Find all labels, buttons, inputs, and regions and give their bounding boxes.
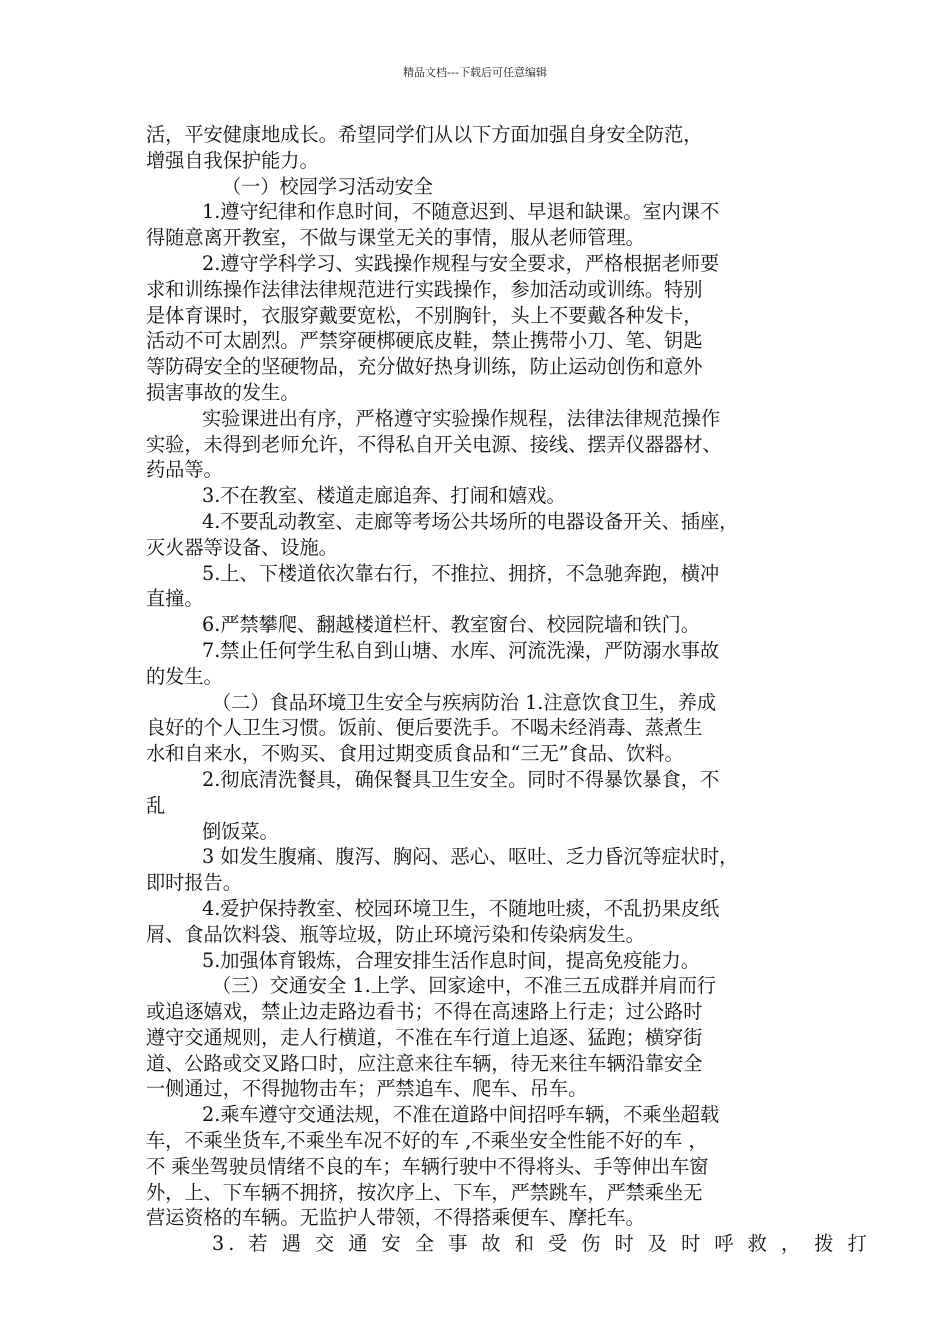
paragraph-line: 车，不乘坐货车,不乘坐车况不好的车 ,不乘坐安全性能不好的车 ， (146, 1129, 708, 1153)
paragraph-line: 等防碍安全的坚硬物品，充分做好热身训练，防止运动创伤和意外 (146, 355, 703, 379)
paragraph-line: 1.遵守纪律和作息时间，不随意迟到、早退和缺课。室内课不 (202, 200, 720, 224)
paragraph-line: 4.不要乱动教室、走廊等考场公共场所的电器设备开关、插座， (202, 509, 739, 533)
paragraph-line: 3. 若 遇 交 通 安 全 事 故 和 受 伤 时 及 时 呼 救 ， 拨 打 (212, 1232, 871, 1256)
page-header-watermark: 精品文档---下载后可任意编辑 (403, 66, 547, 79)
paragraph-line: 6.严禁攀爬、翻越楼道栏杆、教室窗台、校园院墙和铁门。 (202, 613, 700, 637)
paragraph-line: 实验，未得到老师允许，不得私自开关电源、接线、摆弄仪器器材、 (146, 432, 722, 456)
paragraph-line: 求和训练操作法律法律规范进行实践操作，参加活动或训练。特别 (146, 277, 703, 301)
paragraph-line: 直撞。 (146, 587, 204, 611)
paragraph-line: 乱 (146, 793, 166, 817)
paragraph-line: 实验课进出有序，严格遵守实验操作规程，法律法律规范操作 (202, 406, 721, 430)
paragraph-line: 灭火器等设备、设施。 (146, 535, 338, 559)
paragraph-line: 活动不可太剧烈。严禁穿硬梆硬底皮鞋，禁止携带小刀、笔、钥匙 (146, 329, 703, 353)
paragraph-line: 遵守交通规则，走人行横道，不准在车行道上追逐、猛跑；横穿街 (146, 1025, 703, 1049)
document-body (146, 122, 871, 1257)
paragraph-line: 7.禁止任何学生私自到山塘、水库、河流洗澡，严防溺水事故 (202, 638, 720, 662)
paragraph-line: 倒饭菜。 (202, 819, 279, 843)
paragraph-line: 一侧通过，不得抛物击车；严禁追车、爬车、吊车。 (146, 1077, 588, 1101)
paragraph-line: 得随意离开教室，不做与课堂无关的事情，服从老师管理。 (146, 226, 645, 250)
paragraph-line: 或追逐嬉戏，禁止边走路边看书；不得在高速路上行走；过公路时 (146, 1000, 703, 1024)
paragraph-line: 药品等。 (146, 458, 223, 482)
paragraph-line: 的发生。 (146, 664, 223, 688)
paragraph-line: 水和自来水，不购买、食用过期变质食品和“三无”食品、饮料。 (146, 742, 684, 766)
paragraph-line: 营运资格的车辆。无监护人带领，不得搭乘便车、摩托车。 (146, 1206, 645, 1230)
section-heading: （二）食品环境卫生安全与疾病防治 1.注意饮食卫生，养成 (212, 690, 717, 714)
paragraph-line: 道、公路或交叉路口时，应注意来往车辆，待无来往车辆沿靠安全 (146, 1051, 703, 1075)
paragraph-line: 是体育课时，衣服穿戴要宽松，不别胸针，头上不要戴各种发卡， (146, 303, 703, 327)
paragraph-line: 2.乘车遵守交通法规，不准在道路中间招呼车辆，不乘坐超载 (202, 1103, 720, 1127)
paragraph-line: 即时报告。 (146, 871, 242, 895)
paragraph-line: 活，平安健康地成长。希望同学们从以下方面加强自身安全防范， (146, 123, 703, 146)
section-heading: （三）交通安全 1.上学、回家途中，不准三五成群并肩而行 (212, 974, 717, 998)
paragraph-line: 5.加强体育锻炼，合理安排生活作息时间，提高免疫能力。 (202, 948, 700, 972)
paragraph-line: 4.爱护保持教室、校园环境卫生，不随地吐痰，不乱扔果皮纸 (202, 896, 720, 920)
paragraph-line: 屑、食品饮料袋、瓶等垃圾，防止环境污染和传染病发生。 (146, 922, 645, 946)
paragraph-line: 外，上、下车辆不拥挤，按次序上、下车，严禁跳车，严禁乘坐无 (146, 1180, 703, 1204)
paragraph-line: 3 如发生腹痛、腹泻、胸闷、恶心、呕吐、乏力昏沉等症状时， (202, 845, 739, 869)
paragraph-line: 损害事故的发生。 (146, 380, 300, 404)
section-heading: （一）校园学习活动安全 (222, 174, 434, 198)
paragraph-line: 良好的个人卫生习惯。饭前、便后要洗手。不喝未经消毒、蒸煮生 (146, 716, 703, 740)
paragraph-line: 增强自我保护能力。 (146, 148, 319, 172)
paragraph-line: 2.遵守学科学习、实践操作规程与安全要求，严格根据老师要 (202, 251, 720, 275)
paragraph-line: 不 乘坐驾驶员情绪不良的车；车辆行驶中不得将头、手等伸出车窗 (146, 1154, 709, 1178)
paragraph-line: 3.不在教室、楼道走廊追奔、打闹和嬉戏。 (202, 484, 566, 508)
paragraph-line: 2.彻底清洗餐具，确保餐具卫生安全。同时不得暴饮暴食，不 (202, 767, 720, 791)
paragraph-line: 5.上、下楼道依次靠右行，不推拉、拥挤，不急驰奔跑，横冲 (202, 561, 720, 585)
